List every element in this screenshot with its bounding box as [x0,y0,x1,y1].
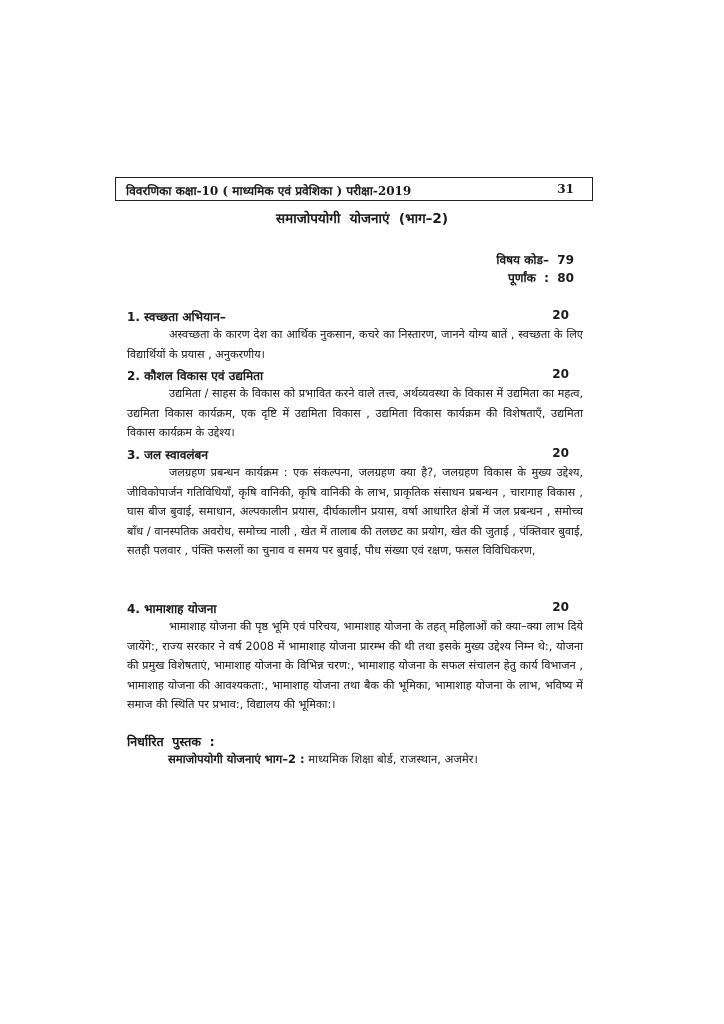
document-title: समाजोपयोगी योजनाएं (भाग–2) [276,211,448,227]
section-2-body: उद्यमिता / साहस के विकास को प्रभावित करने वाले तत्त्व, अर्थव्यवस्था के विकास में उद्यमिता का महत्व, उद्यमिता विकास कार्यक्रम, एक दृष्टि में उद्यमिता विकास , उद्यमिता विकास कार्यक्रम की विशेषताएँ, उद्यमिता विकास कार्यक्रम के उद्देश्य। [127,387,583,439]
page-header [115,177,593,201]
book-publisher: माध्यमिक शिक्षा बोर्ड, राजस्थान, अजमेर। [308,752,478,766]
section-marks: 20 [552,308,569,322]
section-marks: 20 [552,446,569,460]
section-heading-text: 3. जल स्वावलंबन [127,448,209,462]
page-number: 31 [557,182,574,196]
section-4-heading [127,600,569,617]
section-4-body: भामाशाह योजना की पृष्ठ भूमि एवं परिचय, भामाशाह योजना के तहत् महिलाओं को क्या–क्या लाभ दिये जायेंगे:, राज्य सरकार ने वर्ष 2008 में भामाशाह योजना प्रारम्भ की थी तथा इसके मुख्य उद्देश्य निम्न थे:, योजना की प्रमुख विशेषताएं, भामाशाह योजना के विभिन्न चरण:, भामाशाह योजना के सफल संचालन हेतु कार्य विभाजन , भामाशाह योजना की आवश्यकता:, भामाशाह योजना तथा बैक की भूमिका, भामाशाह योजना के लाभ, भविष्य में समाज की स्थिति पर प्रभाव:, विद्यालय की भूमिका:। [127,620,583,711]
prescribed-books-heading: निर्धारित पुस्तक : [127,734,215,749]
book-title: समाजोपयोगी योजनाएं भाग–2 : [168,752,305,766]
section-marks: 20 [552,600,569,614]
section-heading-text: 2. कौशल विकास एवं उद्यमिता [127,369,264,383]
section-marks: 20 [552,367,569,381]
subject-code: विषय कोड– 79 [496,253,574,267]
section-3-heading [127,446,569,463]
full-marks: पूर्णांक : 80 [507,271,574,285]
section-1-body: अस्वच्छता के कारण देश का आर्थिक नुकसान, कचरे का निस्तारण, जानने योग्य बातें , स्वच्छता के लिए विद्यार्थियों के प्रयास , अनुकरणीय। [127,328,583,361]
header-title: विवरणिका कक्षा-10 ( माध्यमिक एवं प्रवेशिका ) परीक्षा-2019 [126,184,412,198]
section-1-heading [127,308,569,325]
prescribed-book-entry [168,752,478,767]
section-3-body: जलग्रहण प्रबन्धन कार्यक्रम : एक संकल्पना, जलग्रहण क्या है?, जलग्रहण विकास के मुख्य उद्देश्य, जीविकोपार्जन गतिविधियाँ, कृषि वानिकी, कृषि वानिकी के लाभ, प्राकृतिक संसाधन प्रबन्धन , चारागाह विकास , घास बीज बुवाई, समाधान, अल्पकालीन प्रयास, दीर्घकालीन प्रयास, वर्षा आधारित क्षेत्रों में जल प्रबन्धन , समोच्च बाँध / वानस्पतिक अवरोध, समोच्च नाली , खेत में तालाब की तलछट का प्रयोग, खेत की जुताई , पंक्तिवार बुवाई, सतही पलवार , पंक्ति फसलों का चुनाव व समय पर बुवाई, पौध संख्या एवं रक्षण, फसल विविधिकरण, [127,466,583,557]
section-heading-text: 4. भामाशाह योजना [127,602,217,616]
section-2-heading [127,367,569,384]
section-heading-text: 1. स्वच्छता अभियान– [127,310,226,324]
